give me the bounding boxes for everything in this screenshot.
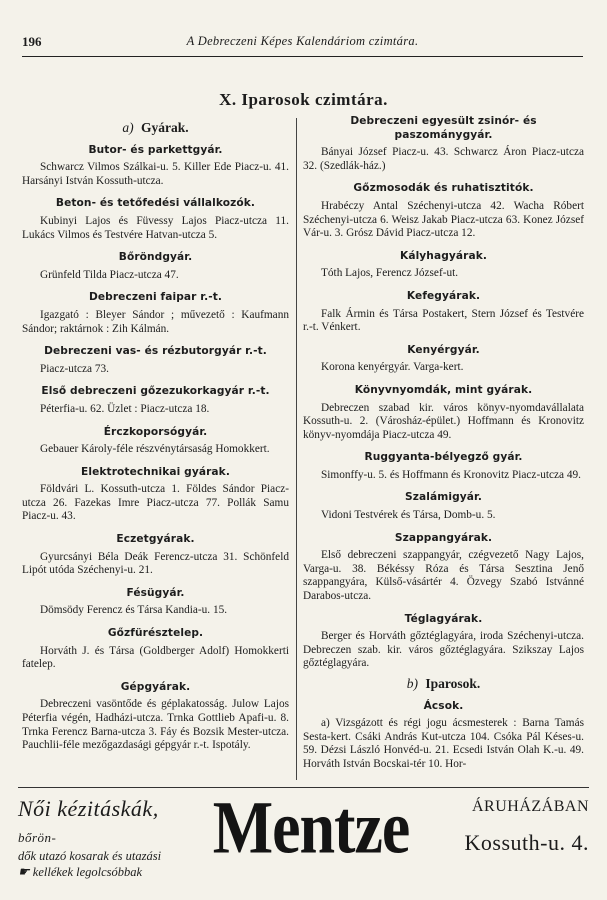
ad-left-line3: kellékek legolcsóbbak xyxy=(32,865,143,879)
entry-heading: Kefegyárak. xyxy=(406,289,481,302)
entry-text: Korona kenyérgyár. Varga-kert. xyxy=(321,361,464,374)
entry-text: Simonffy-u. 5. és Hoffmann és Kronovitz Piacz-utcza 49. xyxy=(321,468,581,481)
entry-heading: Bőröndgyár. xyxy=(118,251,193,264)
page-header xyxy=(22,34,583,54)
entry-text: Bányai József Piacz-u. 43. Schwarcz Áron Piacz-utcza 32. (Szedlák-ház.) xyxy=(303,146,584,172)
entry-text: Igazgató : Bleyer Sándor ; művezető : Kaufmann Sándor; raktárnok : Zih Kálmán. xyxy=(22,308,289,335)
section-heading-b xyxy=(303,677,584,691)
page-number: 196 xyxy=(22,34,42,49)
entry-heading: Kenyérgyár. xyxy=(407,343,480,356)
entry-heading: Szappangyárak. xyxy=(394,531,493,544)
entry-heading: Kályhagyárak. xyxy=(400,249,487,262)
section-marker: a) xyxy=(122,120,134,135)
entry-text: Dömsödy Ferencz és Társa Kandia-u. 15. xyxy=(40,604,228,617)
entry-heading: Eczetgyárak. xyxy=(116,533,195,546)
entry-text: Tóth Lajos, Ferencz József-ut. xyxy=(321,267,459,280)
running-title: A Debreczeni Képes Kalendáriom czimtára. xyxy=(186,34,419,48)
entry-heading: Fésügyár. xyxy=(126,586,185,599)
entry-text: Gebauer Károly-féle részvénytársaság Homokkert. xyxy=(40,443,270,456)
ad-right-line1: ÁRUHÁZÁBAN xyxy=(472,798,589,815)
entry-heading: Téglagyárak. xyxy=(404,612,483,625)
entry-heading: Elektrotechnikai gyárak. xyxy=(81,465,230,478)
entry-heading: Ácsok. xyxy=(423,699,464,712)
entry-text: Debreczen szabad kir. város könyv-nyomdavállalata Kossuth-u. 2. (Városház-épület.) Hoffmann és Kronovitz könyv-nyomdája Piacz-utcza 49. xyxy=(303,401,584,441)
entry-text: Falk Ármin és Társa Postakert, Stern József és Testvére r.-t. Vénkert. xyxy=(303,307,584,334)
right-column xyxy=(303,115,584,772)
left-column xyxy=(22,115,289,753)
ad-left-line1: Női kézitáskák, xyxy=(18,796,159,821)
ad-left-line2: dők utazó kosarak és utazási xyxy=(18,849,162,863)
entry-heading: Beton- és tetőfedési vállalkozók. xyxy=(55,197,256,210)
entry-text: Schwarcz Vilmos Szálkai-u. 5. Killer Ede Piacz-u. 41. Harsányi István Kossuth-utcza. xyxy=(22,161,289,187)
entry-heading: Debreczeni vas- és rézbutorgyár r.-t. xyxy=(44,345,267,358)
entry-text: Debreczeni vasöntőde és géplakatosság. Julow Lajos Péterfia végén, Hadházi-utcza. Trnka Gottlieb Apafi-u. 8. Trnka Ferencz Barna-utcza 3. Fáy és Bozsik Mester-utcza. Pauchlii-féle mezőgazdasági gépgyár r.-t. Ispotály. xyxy=(22,698,289,752)
entry-heading: Gőzfürésztelep. xyxy=(107,627,204,640)
column-divider xyxy=(296,118,297,780)
entry-text: Péterfia-u. 62. Üzlet : Piacz-utcza 18. xyxy=(40,402,210,415)
header-rule xyxy=(22,56,583,57)
entry-text: Piacz-utcza 73. xyxy=(40,362,110,375)
section-marker: b) xyxy=(406,676,418,691)
entry-text: Első debreczeni szappangyár, czégvezető Nagy Lajos, Varga-u. 38. Békéssy Róza és Társa Sesztina Jenő szappangyára, Külső-vásártér 4. Özvegy Szabó Istvánné Darabos-utcza. xyxy=(303,549,584,603)
entry-text: Vidoni Testvérek és Társa, Domb-u. 5. xyxy=(321,509,496,522)
entry-text: Horváth J. és Társa (Goldberger Adolf) Homokkerti fatelep. xyxy=(22,644,289,671)
entry-heading: Első debreczeni gőzezukorkagyár r.-t. xyxy=(41,385,270,398)
entry-heading: Gőzmosodák és ruhatisztitók. xyxy=(353,182,534,195)
advertisement xyxy=(18,787,589,878)
ad-left-block xyxy=(18,796,193,880)
section-heading-a xyxy=(22,121,289,135)
entry-heading: Debreczeni faipar r.-t. xyxy=(88,291,223,304)
entry-text: Grünfeld Tilda Piacz-utcza 47. xyxy=(40,268,179,281)
entry-heading: Butor- és parkettgyár. xyxy=(88,143,223,156)
entry-text: Földvári L. Kossuth-utcza 1. Földes Sándor Piacz-utcza 26. Fazekas Imre Piacz-utcza 77. Pollák Samu Piacz-u. 43. xyxy=(22,483,289,523)
ad-right-block xyxy=(439,798,589,856)
ad-right-line2: Kossuth-u. 4. xyxy=(464,830,589,855)
ad-brand: Mentze xyxy=(212,785,410,869)
chapter-title: X. Iparosok czimtára. xyxy=(219,90,388,109)
entry-heading: Szalámigyár. xyxy=(405,491,482,504)
ad-left-line1b: bőrön- xyxy=(18,830,57,845)
entry-heading: Ruggyanta-bélyegző gyár. xyxy=(364,451,523,464)
entry-heading: Debreczeni egyesült zsinór- és paszománygyár. xyxy=(350,115,537,141)
pointing-hand-icon: ☛ xyxy=(18,864,30,879)
entry-text: Berger és Horváth gőztéglagyára, iroda Széchenyi-utcza. Debreczen szab. kir. város gőztéglagyára. Szikszay Lajos gőztéglagyára. xyxy=(303,630,584,670)
entry-heading: Érczkoporsógyár. xyxy=(103,425,208,438)
entry-heading: Gépgyárak. xyxy=(120,680,191,693)
entry-text: Hrabéczy Antal Széchenyi-utcza 42. Wacha Róbert Széchenyi-utcza 6. Weisz Jakab Piacz-utcza 63. Konez József Vár-u. 3. Grósz Dávid Piacz-utcza 12. xyxy=(303,199,584,240)
entry-text: Gyurcsányi Béla Deák Ferencz-utcza 31. Schönfeld Lipót utóda Széchenyi-u. 21. xyxy=(22,550,289,577)
section-title: Iparosok. xyxy=(425,676,481,691)
section-title: Gyárak. xyxy=(140,120,189,135)
entry-heading: Könyvnyomdák, mint gyárak. xyxy=(354,383,533,396)
entry-text: a) Vizsgázott és régi jogu ácsmesterek : Barna Tamás Sesta-kert. Csáki András Kut-utcza 104. Csóka Pál Késes-u. 59. Dézsi László Honvéd-u. 21. Ecsedi István Olah K.-u. 49. Horváth István Bocskai-tér 10. Hor- xyxy=(303,717,584,770)
entry-text: Kubinyi Lajos és Füvessy Lajos Piacz-utcza 11. Lukács Vilmos és Testvére Hatvan-utcza 5. xyxy=(22,214,289,241)
